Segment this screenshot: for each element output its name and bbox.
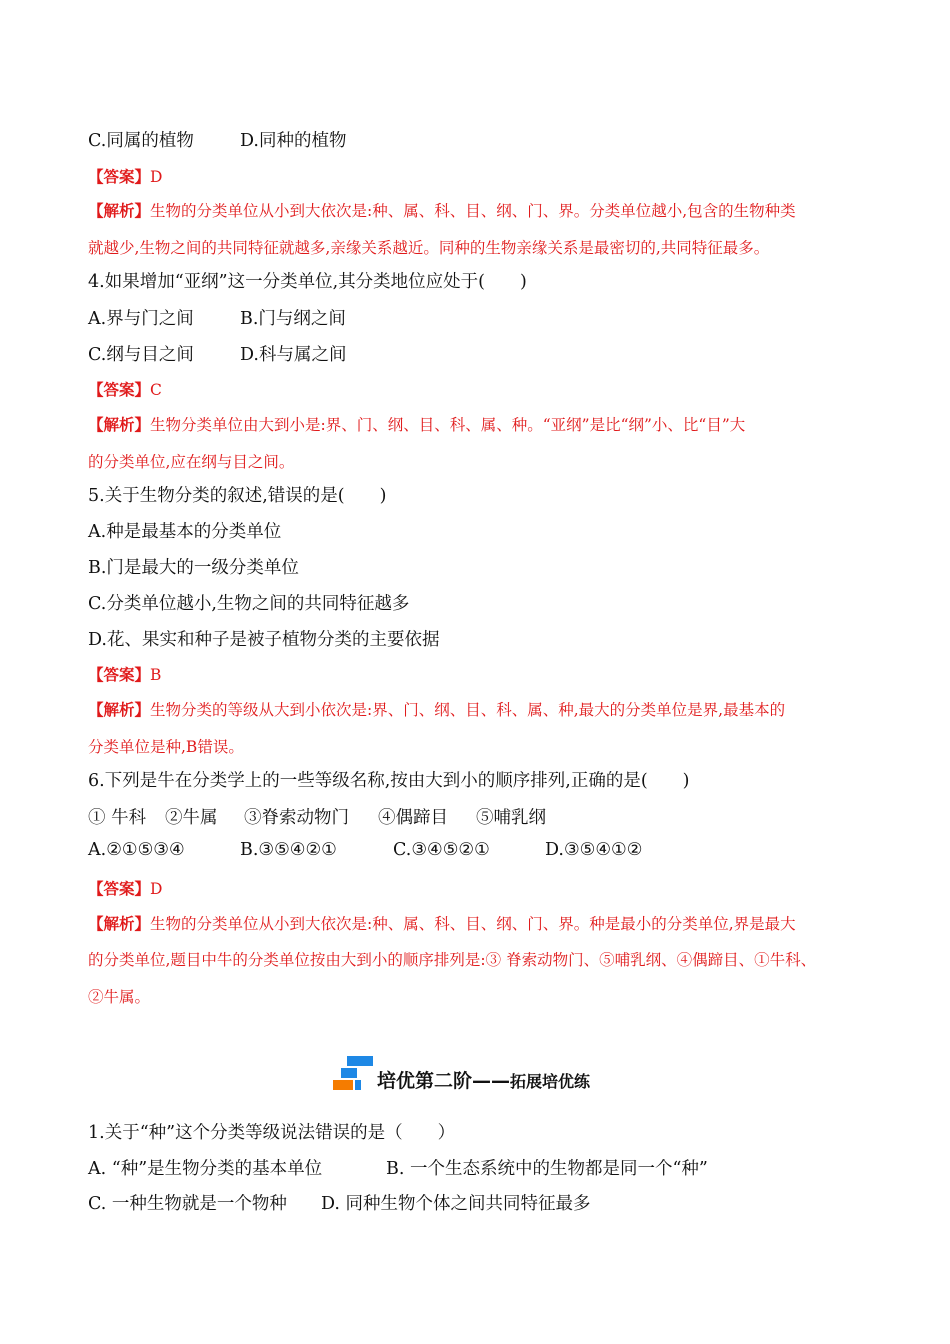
s2q1-stem: 1.关于“种”这个分类等级说法错误的是（ ） [88, 1123, 456, 1143]
q5-analysis-line-2: 分类单位是种,B错误。 [88, 738, 244, 756]
q5-option-a: A.种是最基本的分类单位 [88, 522, 282, 542]
q6-analysis-line-1: 【解析】生物的分类单位从小到大依次是:种、属、科、目、纲、门、界。种是最小的分类单位,界是最大 [88, 915, 796, 933]
q6-option-c: C.③④⑤②① [393, 840, 490, 860]
q6-item: ① 牛科 [88, 808, 147, 828]
q6-analysis-line-3: ②牛属。 [88, 988, 151, 1006]
stair-blocks-icon [333, 1056, 375, 1092]
q3-options-cd [88, 127, 346, 152]
s2q1-option-d: D. 同种生物个体之间共同特征最多 [321, 1194, 591, 1214]
q5-analysis-line-1: 【解析】生物分类的等级从大到小依次是:界、门、纲、目、科、属、种,最大的分类单位是界,最基本的 [88, 701, 786, 719]
s2q1-option-a: A. “种”是生物分类的基本单位 [88, 1159, 323, 1179]
s2q1-options-cd [88, 1190, 591, 1215]
section-heading [333, 1056, 653, 1092]
q3-analysis-line-2: 就越少,生物之间的共同特征就越多,亲缘关系越近。同种的生物亲缘关系是最密切的,共同特征最多。 [88, 239, 770, 257]
q6-option-a: A.②①⑤③④ [88, 840, 185, 860]
section-title: 培优第二阶——拓展培优练 [377, 1070, 591, 1092]
q3-answer: 【答案】D [88, 168, 163, 186]
q4-option-a: A.界与门之间 [88, 309, 194, 329]
q6-item: ③脊索动物门 [244, 808, 349, 828]
s2q1-options-ab [88, 1155, 708, 1180]
q6-item: ④偶蹄目 [378, 808, 448, 828]
q4-option-b: B.门与纲之间 [240, 309, 346, 329]
q6-option-b: B.③⑤④②① [240, 840, 337, 860]
q3-option-d: D.同种的植物 [240, 131, 347, 151]
q6-item: ⑤哺乳纲 [476, 808, 546, 828]
q5-option-d: D.花、果实和种子是被子植物分类的主要依据 [88, 630, 440, 650]
q4-stem: 4.如果增加“亚纲”这一分类单位,其分类地位应处于( ) [88, 272, 527, 292]
q3-analysis-line-1: 【解析】生物的分类单位从小到大依次是:种、属、科、目、纲、门、界。分类单位越小,包含的生物种类 [88, 202, 796, 220]
q6-stem: 6.下列是牛在分类学上的一些等级名称,按由大到小的顺序排列,正确的是( ) [88, 771, 690, 791]
q6-items [88, 804, 546, 829]
q5-answer: 【答案】B [88, 666, 162, 684]
q4-option-c: C.纲与目之间 [88, 345, 194, 365]
q4-options-cd [88, 341, 346, 366]
q5-stem: 5.关于生物分类的叙述,错误的是( ) [88, 486, 387, 506]
q4-option-d: D.科与属之间 [240, 345, 347, 365]
q6-analysis-line-2: 的分类单位,题目中牛的分类单位按由大到小的顺序排列是:③ 脊索动物门、⑤哺乳纲、④偶蹄目、①牛科、 [88, 951, 817, 969]
q4-options-ab [88, 305, 346, 330]
q6-option-d: D.③⑤④①② [545, 840, 643, 860]
q6-answer: 【答案】D [88, 880, 163, 898]
q6-item: ②牛属 [165, 808, 218, 828]
q4-analysis-line-2: 的分类单位,应在纲与目之间。 [88, 453, 295, 471]
q4-analysis-line-1: 【解析】生物分类单位由大到小是:界、门、纲、目、科、属、种。“亚纲”是比“纲”小、比“目”大 [88, 416, 746, 434]
q5-option-b: B.门是最大的一级分类单位 [88, 558, 299, 578]
q4-answer: 【答案】C [88, 381, 162, 399]
q3-option-c: C.同属的植物 [88, 131, 194, 151]
q5-option-c: C.分类单位越小,生物之间的共同特征越多 [88, 594, 410, 614]
s2q1-option-c: C. 一种生物就是一个物种 [88, 1194, 287, 1214]
q6-options [88, 840, 642, 860]
s2q1-option-b: B. 一个生态系统中的生物都是同一个“种” [386, 1159, 708, 1179]
